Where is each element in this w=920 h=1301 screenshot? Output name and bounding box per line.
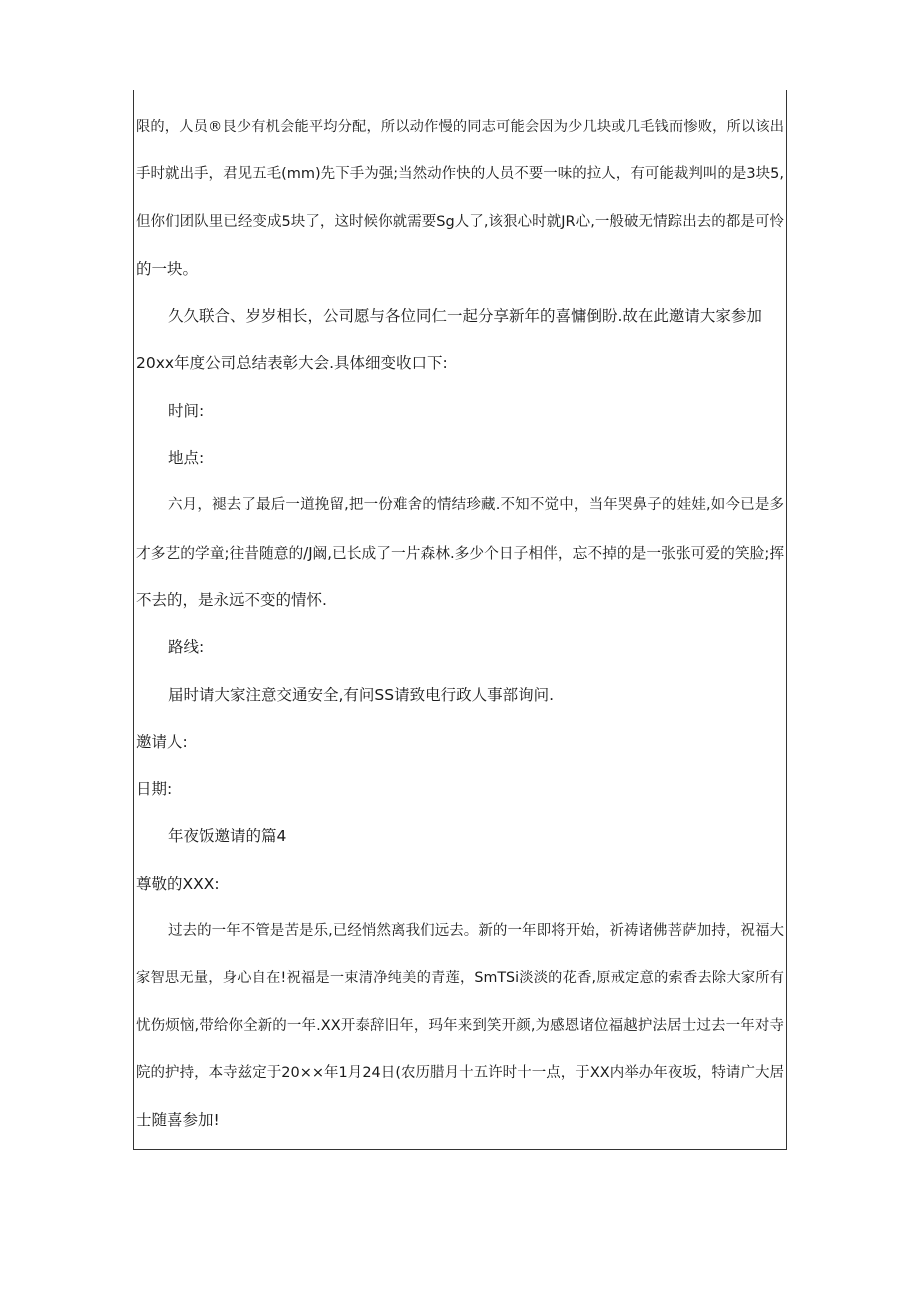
text-line-13: 届时请大家注意交通安全,有问SS请致电行政人事部询问. <box>168 685 555 704</box>
text-line-9: 六月，褪去了最后一道挽留,把一份难舍的情结珍藏.不知不觉中，当年哭鼻子的娃娃,如今已是多 <box>168 497 784 514</box>
text-line-22: 士随喜参加! <box>136 1111 220 1130</box>
location-label: 地点: <box>168 449 205 468</box>
document-body <box>136 104 784 1145</box>
text-line-11: 不去的，是永远不变的情怀. <box>136 590 327 609</box>
route-label: 路线: <box>168 638 205 657</box>
text-line-5: 久久联合、岁岁相长，公司愿与各位同仁一起分享新年的喜慵倒盼.故在此邀请大家参加 <box>168 307 762 326</box>
text-line-1: 限的，人员®艮少有机会能平均分配，所以动作慢的同志可能会因为少几块或几毛钱而惨败，所以该出 <box>136 119 784 135</box>
text-line-10: 才多艺的学童;往昔随意的/J阚,已长成了一片森林.多少个日子相伴，忘不掉的是一张张可爱的笑脸;挥 <box>136 544 784 562</box>
time-label: 时间: <box>168 401 205 420</box>
salutation: 尊敬的XXX: <box>136 874 220 893</box>
text-line-2: 手时就出手，君见五毛(mm)先下手为强;当然动作快的人员不要一味的拉人，有可能裁判叫的是3块5, <box>136 166 784 183</box>
text-line-18: 过去的一年不管是苦是乐,已经悄然离我们远去。新的一年即将开始，祈祷诸佛菩萨加持，祝福大 <box>168 923 784 940</box>
text-line-20: 忧伤烦恼,带给你全新的一年.XX开泰辞旧年，玛年来到笑开颜,为感恩诸位福越护法居士过去一年对寺 <box>136 1017 784 1034</box>
text-line-21: 院的护持，本寺兹定于20××年1月24日(农历腊月十五许时十一点，于XX内举办年夜坂，特请广大居 <box>136 1064 784 1081</box>
text-line-4: 的一块。 <box>136 259 199 278</box>
text-line-6: 20xx年度公司总结表彰大会.具体细变收口下: <box>136 354 448 373</box>
date-label: 日期: <box>136 780 173 799</box>
section-heading: 年夜饭邀请的篇4 <box>168 827 287 846</box>
text-line-3: 但你们团队里已经变成5块了，这时候你就需要Sg人了,该狠心时就JR心,一般破无情踪出去的都是可怜 <box>136 213 784 230</box>
inviter-label: 邀请人: <box>136 732 188 751</box>
text-line-19: 家智思无量，身心自在!祝福是一束清净纯美的青莲，SmTSi淡淡的花香,原戒定意的索香去除大家所有 <box>136 970 784 987</box>
